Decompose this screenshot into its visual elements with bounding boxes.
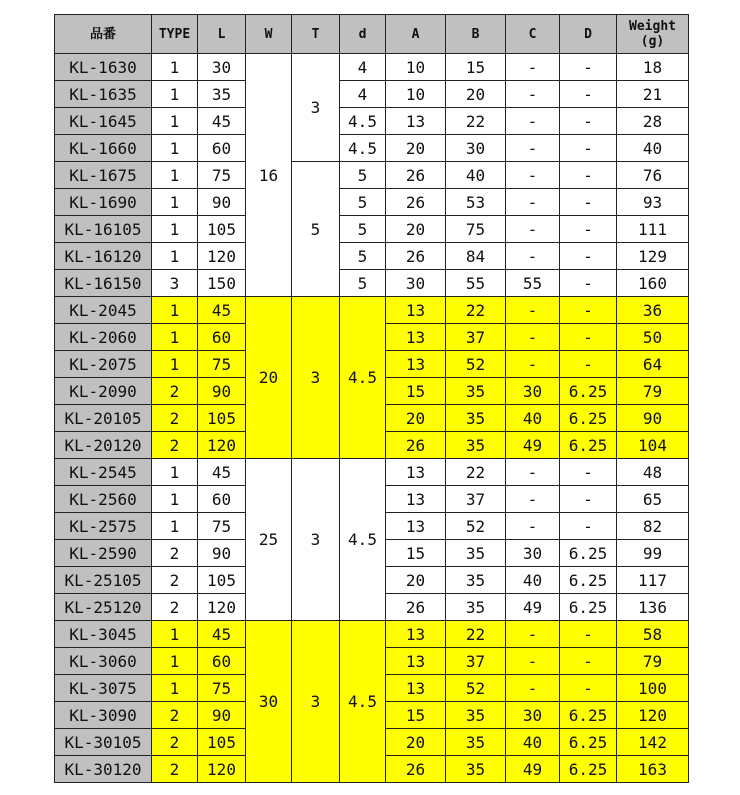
a-cell: 26 [386,162,446,189]
d-dim-cell: - [560,675,617,702]
d-dim-cell: 6.25 [560,432,617,459]
part-number-cell: KL-2575 [55,513,152,540]
part-number-cell: KL-2560 [55,486,152,513]
c-cell: 30 [506,378,560,405]
t-cell: 5 [292,162,340,297]
b-cell: 35 [446,756,506,783]
weight-cell: 28 [617,108,689,135]
weight-cell: 21 [617,81,689,108]
part-number-cell: KL-20105 [55,405,152,432]
weight-cell: 93 [617,189,689,216]
type-cell: 1 [152,297,198,324]
type-cell: 2 [152,378,198,405]
d-dim-cell: - [560,81,617,108]
l-cell: 45 [198,297,246,324]
table-row [55,270,689,297]
a-cell: 13 [386,108,446,135]
d-cell: 4 [340,54,386,81]
weight-cell: 79 [617,378,689,405]
d-dim-cell: 6.25 [560,378,617,405]
part-number-cell: KL-2090 [55,378,152,405]
d-dim-cell: - [560,216,617,243]
l-cell: 105 [198,216,246,243]
part-number-cell: KL-25105 [55,567,152,594]
l-cell: 105 [198,729,246,756]
table-body [55,54,689,783]
weight-cell: 163 [617,756,689,783]
weight-cell: 18 [617,54,689,81]
l-cell: 60 [198,135,246,162]
a-cell: 10 [386,81,446,108]
l-cell: 75 [198,675,246,702]
b-cell: 20 [446,81,506,108]
part-number-cell: KL-20120 [55,432,152,459]
header-part-number: 品番 [55,15,152,54]
d-dim-cell: - [560,270,617,297]
d-dim-cell: - [560,324,617,351]
type-cell: 1 [152,243,198,270]
header-weight-label: Weight [629,19,676,34]
type-cell: 2 [152,702,198,729]
type-cell: 2 [152,729,198,756]
header-weight-unit: (g) [640,34,665,49]
part-number-cell: KL-3045 [55,621,152,648]
d-dim-cell: - [560,54,617,81]
type-cell: 2 [152,432,198,459]
t-cell: 3 [292,54,340,162]
a-cell: 20 [386,729,446,756]
a-cell: 26 [386,432,446,459]
weight-cell: 79 [617,648,689,675]
c-cell: - [506,621,560,648]
a-cell: 26 [386,243,446,270]
table-row [55,135,689,162]
l-cell: 90 [198,378,246,405]
part-number-cell: KL-16120 [55,243,152,270]
w-cell: 30 [246,621,292,783]
d-dim-cell: - [560,243,617,270]
b-cell: 35 [446,702,506,729]
w-cell: 16 [246,54,292,297]
a-cell: 13 [386,675,446,702]
b-cell: 52 [446,675,506,702]
d-dim-cell: - [560,135,617,162]
l-cell: 105 [198,405,246,432]
b-cell: 22 [446,621,506,648]
weight-cell: 104 [617,432,689,459]
c-cell: 40 [506,729,560,756]
w-cell: 25 [246,459,292,621]
spec-table [54,14,689,783]
b-cell: 37 [446,648,506,675]
a-cell: 13 [386,648,446,675]
a-cell: 13 [386,459,446,486]
l-cell: 75 [198,513,246,540]
header-t: T [292,15,340,54]
c-cell: - [506,54,560,81]
l-cell: 60 [198,486,246,513]
part-number-cell: KL-30120 [55,756,152,783]
b-cell: 35 [446,432,506,459]
b-cell: 35 [446,540,506,567]
weight-cell: 82 [617,513,689,540]
c-cell: 49 [506,594,560,621]
type-cell: 1 [152,486,198,513]
c-cell: - [506,297,560,324]
part-number-cell: KL-1690 [55,189,152,216]
weight-cell: 120 [617,702,689,729]
l-cell: 90 [198,540,246,567]
w-cell: 20 [246,297,292,459]
a-cell: 26 [386,756,446,783]
header-d-upper: D [560,15,617,54]
d-dim-cell: - [560,351,617,378]
c-cell: 55 [506,270,560,297]
d-cell: 4.5 [340,621,386,783]
l-cell: 105 [198,567,246,594]
table-row [55,459,689,486]
weight-cell: 136 [617,594,689,621]
type-cell: 1 [152,675,198,702]
type-cell: 2 [152,594,198,621]
c-cell: - [506,459,560,486]
c-cell: - [506,351,560,378]
c-cell: 40 [506,567,560,594]
weight-cell: 64 [617,351,689,378]
type-cell: 1 [152,135,198,162]
d-dim-cell: - [560,162,617,189]
a-cell: 13 [386,324,446,351]
table-row [55,621,689,648]
part-number-cell: KL-2075 [55,351,152,378]
t-cell: 3 [292,297,340,459]
b-cell: 15 [446,54,506,81]
type-cell: 1 [152,54,198,81]
c-cell: 49 [506,756,560,783]
t-cell: 3 [292,621,340,783]
a-cell: 13 [386,297,446,324]
weight-cell: 36 [617,297,689,324]
type-cell: 1 [152,351,198,378]
weight-cell: 160 [617,270,689,297]
l-cell: 45 [198,108,246,135]
l-cell: 35 [198,81,246,108]
type-cell: 2 [152,756,198,783]
header-row [55,15,689,54]
c-cell: - [506,216,560,243]
l-cell: 90 [198,189,246,216]
table-row [55,216,689,243]
d-cell: 4.5 [340,459,386,621]
d-dim-cell: 6.25 [560,540,617,567]
c-cell: - [506,135,560,162]
c-cell: - [506,243,560,270]
header-l: L [198,15,246,54]
l-cell: 30 [198,54,246,81]
table-row [55,189,689,216]
d-dim-cell: - [560,459,617,486]
b-cell: 84 [446,243,506,270]
t-cell: 3 [292,459,340,621]
header-b: B [446,15,506,54]
b-cell: 55 [446,270,506,297]
d-dim-cell: 6.25 [560,405,617,432]
type-cell: 1 [152,108,198,135]
d-cell: 5 [340,243,386,270]
d-dim-cell: - [560,513,617,540]
a-cell: 20 [386,567,446,594]
d-dim-cell: 6.25 [560,729,617,756]
d-cell: 5 [340,189,386,216]
part-number-cell: KL-30105 [55,729,152,756]
a-cell: 20 [386,405,446,432]
weight-cell: 65 [617,486,689,513]
c-cell: - [506,324,560,351]
b-cell: 52 [446,351,506,378]
l-cell: 120 [198,756,246,783]
d-cell: 4.5 [340,135,386,162]
table-row [55,162,689,189]
b-cell: 22 [446,108,506,135]
type-cell: 1 [152,459,198,486]
l-cell: 150 [198,270,246,297]
type-cell: 1 [152,216,198,243]
weight-cell: 48 [617,459,689,486]
a-cell: 13 [386,351,446,378]
b-cell: 35 [446,405,506,432]
c-cell: - [506,675,560,702]
b-cell: 75 [446,216,506,243]
part-number-cell: KL-3090 [55,702,152,729]
weight-cell: 50 [617,324,689,351]
b-cell: 37 [446,324,506,351]
a-cell: 13 [386,621,446,648]
b-cell: 35 [446,729,506,756]
d-dim-cell: - [560,108,617,135]
a-cell: 26 [386,189,446,216]
a-cell: 13 [386,513,446,540]
weight-cell: 58 [617,621,689,648]
type-cell: 1 [152,621,198,648]
weight-cell: 100 [617,675,689,702]
d-dim-cell: 6.25 [560,567,617,594]
l-cell: 75 [198,351,246,378]
part-number-cell: KL-3060 [55,648,152,675]
b-cell: 53 [446,189,506,216]
part-number-cell: KL-25120 [55,594,152,621]
weight-cell: 117 [617,567,689,594]
d-dim-cell: 6.25 [560,702,617,729]
type-cell: 2 [152,405,198,432]
table-row [55,108,689,135]
c-cell: - [506,189,560,216]
d-dim-cell: 6.25 [560,756,617,783]
part-number-cell: KL-1645 [55,108,152,135]
d-dim-cell: - [560,486,617,513]
d-dim-cell: 6.25 [560,594,617,621]
a-cell: 10 [386,54,446,81]
b-cell: 37 [446,486,506,513]
part-number-cell: KL-1660 [55,135,152,162]
weight-cell: 142 [617,729,689,756]
weight-cell: 99 [617,540,689,567]
b-cell: 35 [446,378,506,405]
d-dim-cell: - [560,189,617,216]
l-cell: 120 [198,432,246,459]
a-cell: 13 [386,486,446,513]
part-number-cell: KL-1630 [55,54,152,81]
d-cell: 4 [340,81,386,108]
l-cell: 45 [198,621,246,648]
l-cell: 60 [198,324,246,351]
c-cell: 30 [506,540,560,567]
d-cell: 5 [340,216,386,243]
part-number-cell: KL-2060 [55,324,152,351]
l-cell: 75 [198,162,246,189]
part-number-cell: KL-2045 [55,297,152,324]
type-cell: 1 [152,648,198,675]
b-cell: 22 [446,459,506,486]
b-cell: 52 [446,513,506,540]
a-cell: 15 [386,540,446,567]
l-cell: 120 [198,243,246,270]
b-cell: 35 [446,594,506,621]
b-cell: 30 [446,135,506,162]
type-cell: 1 [152,513,198,540]
c-cell: 40 [506,405,560,432]
weight-cell: 90 [617,405,689,432]
type-cell: 3 [152,270,198,297]
d-cell: 5 [340,162,386,189]
a-cell: 20 [386,216,446,243]
header-w: W [246,15,292,54]
a-cell: 15 [386,702,446,729]
a-cell: 20 [386,135,446,162]
a-cell: 26 [386,594,446,621]
a-cell: 15 [386,378,446,405]
part-number-cell: KL-3075 [55,675,152,702]
b-cell: 35 [446,567,506,594]
header-weight [617,15,689,54]
table-row [55,243,689,270]
header-a: A [386,15,446,54]
c-cell: - [506,648,560,675]
b-cell: 22 [446,297,506,324]
weight-cell: 129 [617,243,689,270]
part-number-cell: KL-2590 [55,540,152,567]
type-cell: 1 [152,189,198,216]
table-row [55,54,689,81]
part-number-cell: KL-1635 [55,81,152,108]
weight-cell: 40 [617,135,689,162]
table-row [55,81,689,108]
b-cell: 40 [446,162,506,189]
table-row [55,297,689,324]
l-cell: 45 [198,459,246,486]
weight-cell: 111 [617,216,689,243]
weight-cell: 76 [617,162,689,189]
d-cell: 5 [340,270,386,297]
type-cell: 1 [152,81,198,108]
l-cell: 90 [198,702,246,729]
type-cell: 2 [152,567,198,594]
part-number-cell: KL-1675 [55,162,152,189]
d-cell: 4.5 [340,297,386,459]
l-cell: 60 [198,648,246,675]
type-cell: 1 [152,162,198,189]
c-cell: - [506,81,560,108]
d-cell: 4.5 [340,108,386,135]
d-dim-cell: - [560,648,617,675]
a-cell: 30 [386,270,446,297]
c-cell: - [506,108,560,135]
c-cell: - [506,513,560,540]
c-cell: 30 [506,702,560,729]
c-cell: - [506,162,560,189]
part-number-cell: KL-16150 [55,270,152,297]
part-number-cell: KL-2545 [55,459,152,486]
c-cell: 49 [506,432,560,459]
type-cell: 1 [152,324,198,351]
header-d-lower: d [340,15,386,54]
c-cell: - [506,486,560,513]
d-dim-cell: - [560,297,617,324]
l-cell: 120 [198,594,246,621]
header-type: TYPE [152,15,198,54]
d-dim-cell: - [560,621,617,648]
header-c: C [506,15,560,54]
part-number-cell: KL-16105 [55,216,152,243]
type-cell: 2 [152,540,198,567]
